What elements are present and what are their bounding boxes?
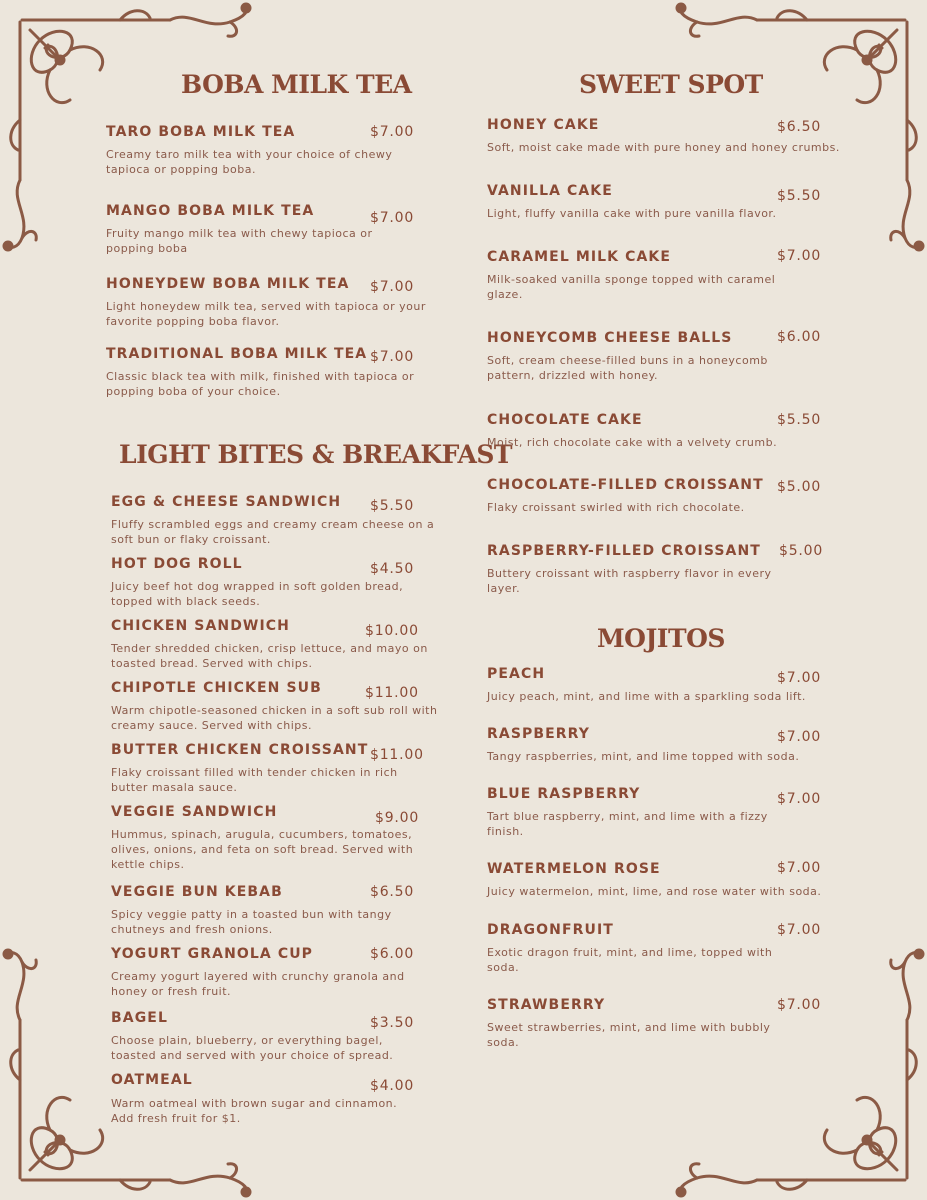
item-name: WATERMELON ROSE — [487, 861, 661, 877]
item-price: $5.50 — [370, 498, 415, 514]
menu-item-peach-mojito — [487, 666, 867, 704]
item-description: Fruity mango milk tea with chewy tapioca or popping boba — [106, 227, 373, 255]
item-description: Hummus, spinach, arugula, cucumbers, tomatoes, olives, onions, and feta on soft bread. Served with kettle chips. — [111, 828, 414, 871]
item-price: $7.00 — [370, 279, 415, 295]
menu-item-raspberry-filled-croissant — [487, 543, 867, 596]
menu-item-chipotle-chicken-sub — [111, 680, 451, 733]
menu-item-strawberry-mojito — [487, 997, 867, 1050]
menu-item-vanilla-cake — [487, 183, 867, 221]
item-description: Sweet strawberries, mint, and lime with bubbly soda. — [487, 1021, 771, 1049]
item-price: $11.00 — [370, 747, 424, 763]
menu-item-mango-boba — [106, 203, 446, 256]
menu-item-bagel — [111, 1010, 451, 1063]
item-name: HONEYCOMB CHEESE BALLS — [487, 330, 733, 346]
item-name: DRAGONFRUIT — [487, 922, 614, 938]
item-description: Tender shredded chicken, crisp lettuce, and mayo on toasted bread. Served with chips. — [111, 642, 428, 670]
item-price: $7.00 — [370, 210, 415, 226]
item-description: Warm chipotle-seasoned chicken in a soft sub roll with creamy sauce. Served with chips. — [111, 704, 438, 732]
item-price: $5.50 — [777, 412, 822, 428]
item-description: Creamy taro milk tea with your choice of chewy tapioca or popping boba. — [106, 148, 393, 176]
item-price: $6.50 — [777, 119, 822, 135]
menu-item-dragonfruit-mojito — [487, 922, 867, 975]
menu-item-raspberry-mojito — [487, 726, 867, 764]
section-title-mojitos: MOJITOS — [597, 624, 725, 653]
item-name: EGG & CHEESE SANDWICH — [111, 494, 342, 510]
item-price: $6.50 — [370, 884, 415, 900]
item-description: Milk-soaked vanilla sponge topped with caramel glaze. — [487, 273, 776, 301]
item-description: Spicy veggie patty in a toasted bun with tangy chutneys and fresh onions. — [111, 908, 392, 936]
item-price: $3.50 — [370, 1015, 415, 1031]
menu-item-egg-cheese-sandwich — [111, 494, 451, 547]
item-price: $4.00 — [370, 1078, 415, 1094]
section-title-sweet-spot: SWEET SPOT — [579, 70, 763, 99]
item-description: Juicy peach, mint, and lime with a sparkling soda lift. — [487, 690, 806, 703]
item-price: $7.00 — [777, 670, 822, 686]
item-name: CHOCOLATE-FILLED CROISSANT — [487, 477, 764, 493]
item-name: CARAMEL MILK CAKE — [487, 249, 672, 265]
item-price: $10.00 — [365, 623, 419, 639]
item-description: Tangy raspberries, mint, and lime topped with soda. — [487, 750, 800, 763]
menu-item-blue-raspberry-mojito — [487, 786, 867, 839]
item-description: Flaky croissant swirled with rich chocolate. — [487, 501, 745, 514]
item-description: Creamy yogurt layered with crunchy granola and honey or fresh fruit. — [111, 970, 405, 998]
item-price: $9.00 — [375, 810, 420, 826]
item-price: $7.00 — [370, 349, 415, 365]
menu-item-hot-dog-roll — [111, 556, 451, 609]
item-name: OATMEAL — [111, 1072, 193, 1088]
item-description: Classic black tea with milk, finished with tapioca or popping boba of your choice. — [106, 370, 415, 398]
item-name: TARO BOBA MILK TEA — [106, 124, 296, 140]
item-description: Soft, moist cake made with pure honey and honey crumbs. — [487, 141, 840, 154]
item-description: Soft, cream cheese-filled buns in a honeycomb pattern, drizzled with honey. — [487, 354, 768, 382]
item-price: $7.00 — [777, 922, 822, 938]
item-price: $6.00 — [777, 329, 822, 345]
menu-item-chocolate-filled-croissant — [487, 477, 867, 515]
item-name: CHIPOTLE CHICKEN SUB — [111, 680, 322, 696]
item-price: $7.00 — [777, 791, 822, 807]
item-price: $7.00 — [370, 124, 415, 140]
item-description: Moist, rich chocolate cake with a velvety crumb. — [487, 436, 778, 449]
menu-item-veggie-bun-kebab — [111, 884, 451, 937]
item-name: VEGGIE BUN KEBAB — [111, 884, 283, 900]
item-name: CHOCOLATE CAKE — [487, 412, 643, 428]
item-price: $7.00 — [777, 997, 822, 1013]
item-description: Buttery croissant with raspberry flavor in every layer. — [487, 567, 772, 595]
menu-item-oatmeal — [111, 1072, 451, 1126]
item-name: BUTTER CHICKEN CROISSANT — [111, 742, 369, 758]
item-name: RASPBERRY — [487, 726, 591, 742]
menu-item-honey-cake — [487, 117, 867, 155]
item-name: HOT DOG ROLL — [111, 556, 243, 572]
item-description: Light honeydew milk tea, served with tapioca or your favorite popping boba flavor. — [106, 300, 426, 328]
menu-item-veggie-sandwich — [111, 804, 451, 872]
item-description: Light, fluffy vanilla cake with pure vanilla flavor. — [487, 207, 777, 220]
corner-ornament-bottom-right — [667, 940, 927, 1200]
item-description: Choose plain, blueberry, or everything bagel, toasted and served with your choice of spread. — [111, 1034, 394, 1062]
item-price: $11.00 — [365, 685, 419, 701]
item-description: Flaky croissant filled with tender chicken in rich butter masala sauce. — [111, 766, 398, 794]
menu-item-caramel-milk-cake — [487, 249, 867, 302]
menu-item-honeydew-boba — [106, 276, 446, 329]
menu-item-watermelon-rose-mojito — [487, 861, 867, 899]
item-name: HONEYDEW BOBA MILK TEA — [106, 276, 350, 292]
item-name: HONEY CAKE — [487, 117, 600, 133]
item-description: Juicy beef hot dog wrapped in soft golden bread, topped with black seeds. — [111, 580, 404, 608]
item-name: RASPBERRY-FILLED CROISSANT — [487, 543, 761, 559]
menu-item-yogurt-granola-cup — [111, 946, 451, 999]
item-name: MANGO BOBA MILK TEA — [106, 203, 315, 219]
item-description: Tart blue raspberry, mint, and lime with a fizzy finish. — [487, 810, 768, 838]
item-price: $7.00 — [777, 729, 822, 745]
menu-item-taro-boba — [106, 124, 446, 177]
item-name: BLUE RASPBERRY — [487, 786, 641, 802]
item-description: Warm oatmeal with brown sugar and cinnamon. Add fresh fruit for $1. — [111, 1097, 398, 1125]
item-name: CHICKEN SANDWICH — [111, 618, 290, 634]
section-title-light-bites: LIGHT BITES & BREAKFAST — [119, 440, 512, 469]
menu-item-chicken-sandwich — [111, 618, 451, 671]
menu-item-chocolate-cake — [487, 412, 867, 450]
item-name: TRADITIONAL BOBA MILK TEA — [106, 346, 368, 362]
item-price: $5.00 — [777, 479, 822, 495]
item-name: VANILLA CAKE — [487, 183, 613, 199]
item-description: Exotic dragon fruit, mint, and lime, topped with soda. — [487, 946, 773, 974]
item-name: VEGGIE SANDWICH — [111, 804, 278, 820]
item-name: BAGEL — [111, 1010, 168, 1026]
item-description: Juicy watermelon, mint, lime, and rose water with soda. — [487, 885, 822, 898]
item-name: YOGURT GRANOLA CUP — [111, 946, 314, 962]
item-name: STRAWBERRY — [487, 997, 606, 1013]
menu-item-traditional-boba — [106, 346, 446, 399]
item-name: PEACH — [487, 666, 546, 682]
item-description: Fluffy scrambled eggs and creamy cream cheese on a soft bun or flaky croissant. — [111, 518, 435, 546]
item-price: $7.00 — [777, 248, 822, 264]
item-price: $4.50 — [370, 561, 415, 577]
menu-item-honeycomb-cheese-balls — [487, 330, 867, 383]
menu-item-butter-chicken-croissant — [111, 742, 451, 795]
item-price: $7.00 — [777, 860, 822, 876]
item-price: $5.50 — [777, 188, 822, 204]
section-title-boba: BOBA MILK TEA — [181, 70, 412, 99]
item-price: $6.00 — [370, 946, 415, 962]
item-price: $5.00 — [779, 543, 824, 559]
